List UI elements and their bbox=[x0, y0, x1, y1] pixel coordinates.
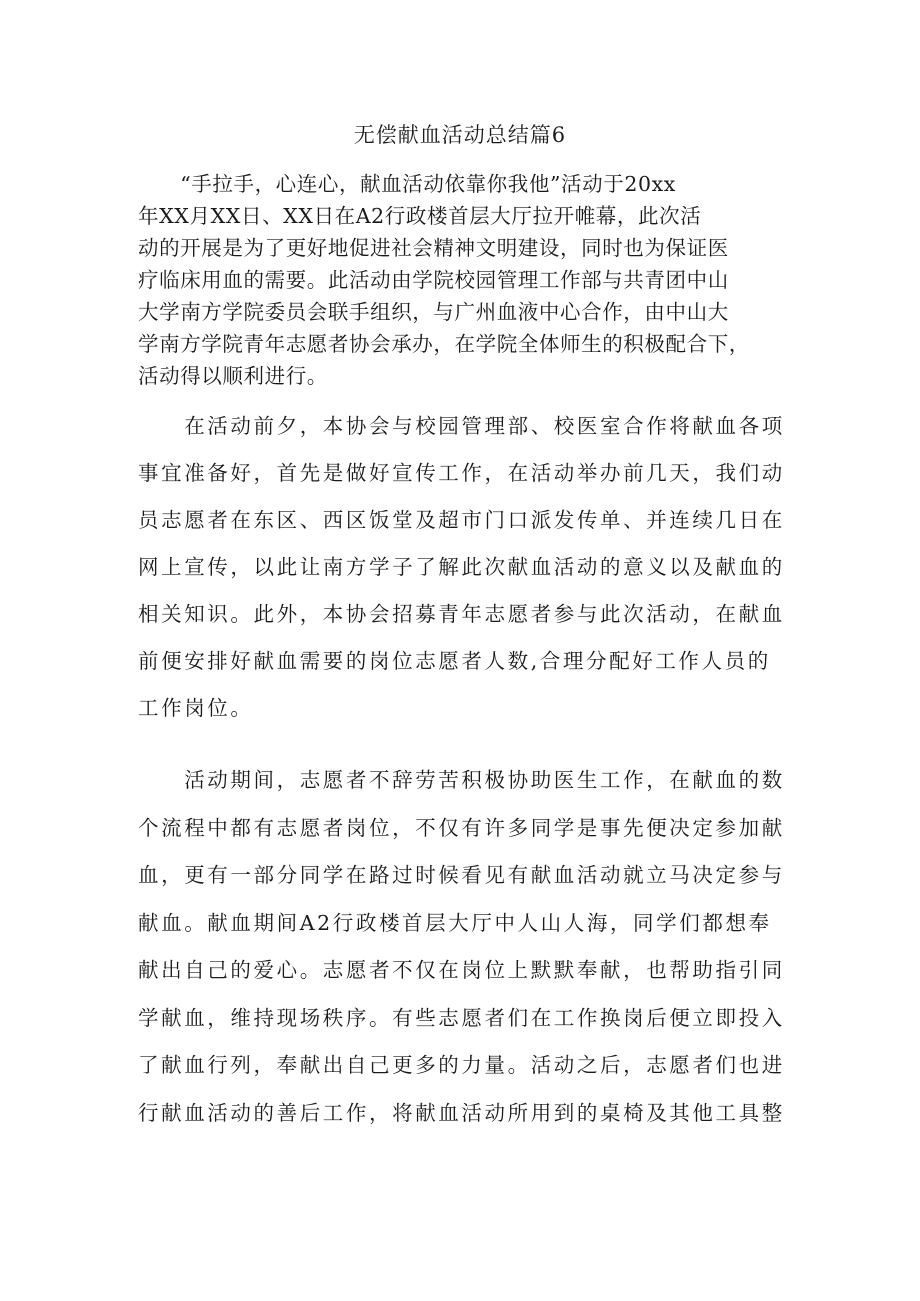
paragraph-line: 了献血行列，奉献出自己更多的力量。活动之后，志愿者们也进 bbox=[138, 1053, 785, 1077]
page-title: 无偿献血活动总结篇6 bbox=[353, 123, 567, 147]
paragraph-line: 在活动前夕，本协会与校园管理部、校医室合作将献血各项 bbox=[138, 414, 785, 438]
paragraph-line: 活动得以顺利进行。 bbox=[138, 364, 328, 388]
paragraph-line: 行献血活动的善后工作，将献血活动所用到的桌椅及其他工具整 bbox=[138, 1100, 785, 1125]
paragraph-line: 工作岗位。 bbox=[138, 696, 254, 720]
paragraph-line: 动的开展是为了更好地促进社会精神文明建设，同时也为保证医 bbox=[138, 236, 729, 260]
paragraph-1 bbox=[138, 168, 792, 392]
paragraph-2 bbox=[138, 403, 792, 732]
paragraph-line: 献出自己的爱心。志愿者不仅在岗位上默默奉献，也帮助指引同 bbox=[138, 958, 785, 982]
paragraph-3 bbox=[138, 757, 792, 1137]
paragraph-line: 网上宣传，以此让南方学子了解此次献血活动的意义以及献血的 bbox=[138, 555, 785, 579]
paragraph-line: 事宜准备好，首先是做好宣传工作，在活动举办前几天，我们动 bbox=[138, 461, 785, 485]
paragraph-line: 大学南方学院委员会联手组织，与广州血液中心合作，由中山大 bbox=[138, 300, 729, 324]
paragraph-line: 活动期间，志愿者不辞劳苦积极协助医生工作，在献血的数 bbox=[138, 768, 785, 792]
paragraph-line: 年XX月XX日、XX日在A2行政楼首层大厅拉开帷幕，此次活 bbox=[138, 204, 702, 228]
paragraph-line: 前便安排好献血需要的岗位志愿者人数,合理分配好工作人员的 bbox=[138, 649, 771, 673]
paragraph-line: 员志愿者在东区、西区饭堂及超市门口派发传单、并连续几日在 bbox=[138, 508, 785, 532]
paragraph-line: 学南方学院青年志愿者协会承办，在学院全体师生的积极配合下， bbox=[138, 332, 750, 356]
paragraph-line: “手拉手，心连心，献血活动依靠你我他”活动于20xx bbox=[138, 172, 676, 196]
paragraph-line: 相关知识。此外，本协会招募青年志愿者参与此次活动，在献血 bbox=[138, 602, 785, 626]
paragraph-line: 学献血，维持现场秩序。有些志愿者们在工作换岗后便立即投入 bbox=[138, 1005, 785, 1030]
paragraph-line: 血，更有一部分同学在路过时候看见有献血活动就立马决定参与 bbox=[138, 863, 785, 887]
paragraph-line: 疗临床用血的需要。此活动由学院校园管理工作部与共青团中山 bbox=[138, 268, 729, 292]
paragraph-line: 献血。献血期间A2行政楼首层大厅中人山人海，同学们都想奉 bbox=[138, 910, 772, 935]
paragraph-line: 个流程中都有志愿者岗位，不仅有许多同学是事先便决定参加献 bbox=[138, 815, 785, 840]
